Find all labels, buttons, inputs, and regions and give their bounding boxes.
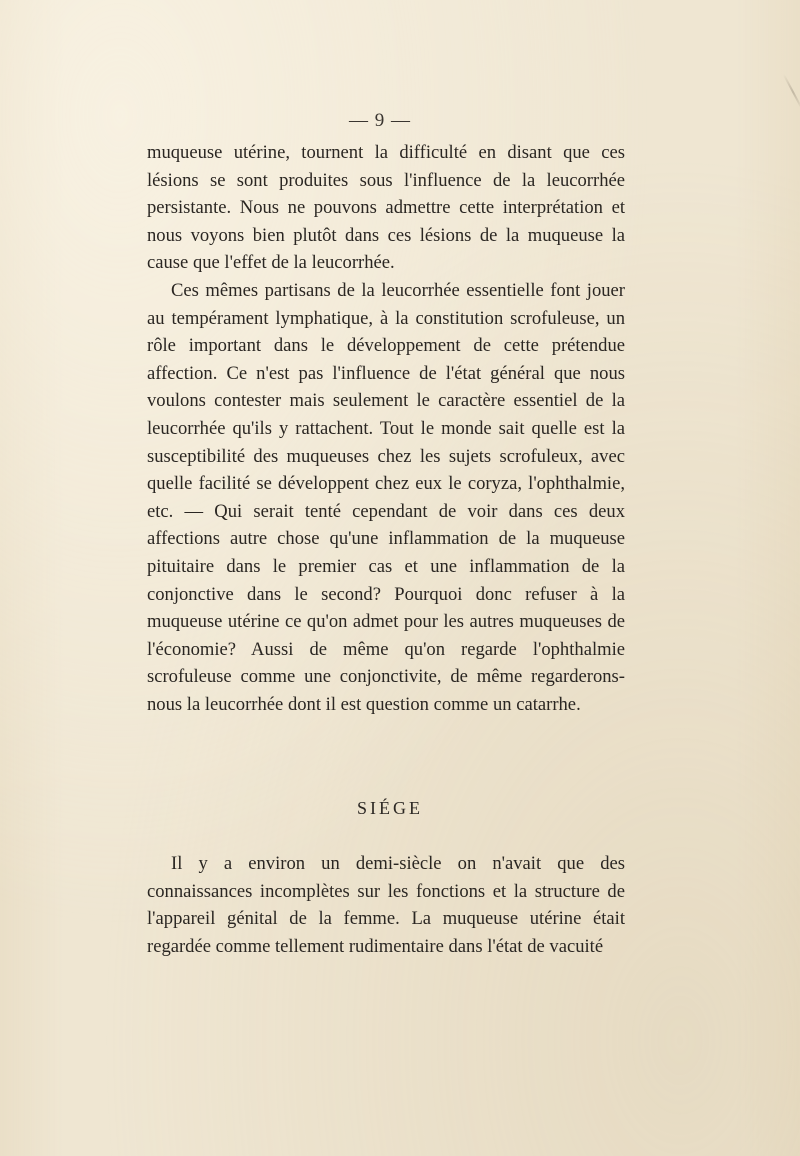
page-number: — 9 —	[349, 110, 411, 131]
body-text-top	[147, 139, 625, 718]
page-corner-mark	[783, 74, 800, 110]
paragraph: Ces mêmes partisans de la leucorrhée essentielle font jouer au tempérament lymphatique, à la constitution scrofuleuse, un rôle important dans le développement de cette prétendue affection. Ce n'est pas l'influence de l'état général que nous voulons contester mais seulement le caractère essentiel de la leucorrhée qu'ils y rattachent. Tout le monde sait quelle est la susceptibilité des muqueuses chez les sujets scrofuleux, avec quelle facilité se développent chez eux le coryza, l'ophthalmie, etc. — Qui serait tenté cependant de voir dans ces deux affections autre chose qu'une inflammation de la muqueuse pituitaire dans le premier cas et une inflammation de la conjonctive dans le second? Pourquoi donc refuser à la muqueuse utérine ce qu'on admet pour les autres muqueuses de l'économie? Aussi de même qu'on regarde l'ophthalmie scrofuleuse comme une conjonctivite, de même regarderons-nous la leucorrhée dont il est question comme un catarrhe.	[147, 279, 625, 715]
body-text-bottom	[147, 850, 625, 960]
section-heading: SIÉGE	[357, 798, 423, 818]
paragraph: Il y a environ un demi-siècle on n'avait que des connaissances incomplètes sur les fonctions et la structure de l'appareil génital de la femme. La muqueuse utérine était regardée comme tellement rudimentaire dans l'état de vacuité	[147, 853, 625, 957]
paragraph: muqueuse utérine, tournent la difficulté en disant que ces lésions se sont produites sous l'influence de la leucorrhée persistante. Nous ne pouvons admettre cette interprétation et nous voyons bien plutôt dans ces lésions de la muqueuse la cause que l'effet de la leucorrhée.	[147, 142, 625, 274]
